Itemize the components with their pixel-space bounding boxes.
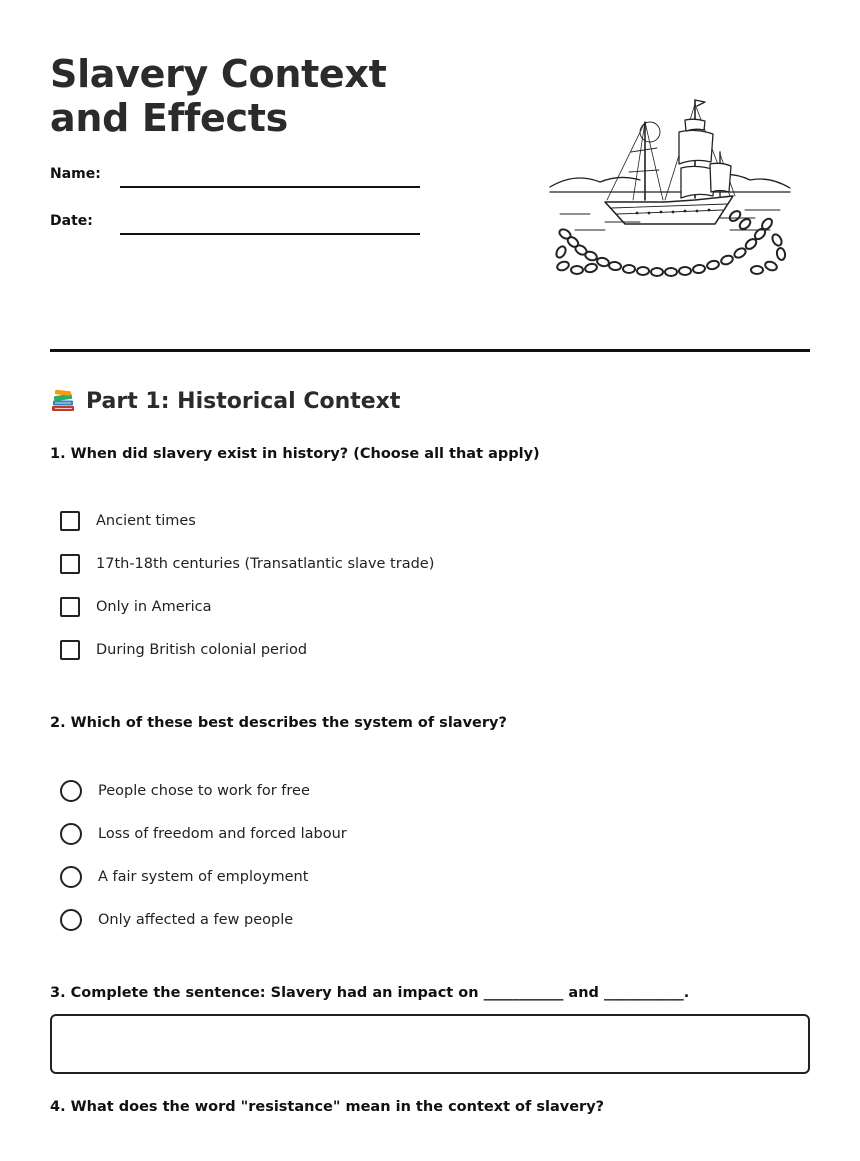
date-label: Date:: [50, 213, 93, 229]
radio-button[interactable]: [60, 909, 82, 931]
question-3: 3. Complete the sentence: Slavery had an impact on ___________ and ___________.: [50, 985, 690, 1001]
section-divider: [50, 349, 810, 352]
checkbox[interactable]: [60, 511, 80, 531]
q1-option-label: 17th-18th centuries (Transatlantic slave trade): [96, 556, 435, 572]
checkbox[interactable]: [60, 554, 80, 574]
q2-option-4[interactable]: [60, 909, 293, 931]
checkbox[interactable]: [60, 597, 80, 617]
page-title: Slavery Context and Effects: [50, 52, 387, 140]
q2-option-2[interactable]: [60, 823, 347, 845]
checkbox[interactable]: [60, 640, 80, 660]
q1-option-2[interactable]: [60, 554, 434, 574]
q1-option-1[interactable]: [60, 511, 196, 531]
q2-option-label: Loss of freedom and forced labour: [98, 826, 347, 842]
q1-option-label: Only in America: [96, 599, 212, 615]
q2-option-1[interactable]: [60, 780, 310, 802]
name-label: Name:: [50, 166, 101, 182]
name-field[interactable]: [120, 186, 420, 188]
radio-button[interactable]: [60, 780, 82, 802]
q2-option-label: Only affected a few people: [98, 912, 294, 928]
part1-heading-text: Part 1: Historical Context: [86, 388, 401, 414]
question-2: 2. Which of these best describes the system of slavery?: [50, 715, 507, 731]
question-4: 4. What does the word "resistance" mean in the context of slavery?: [50, 1099, 605, 1115]
q1-option-label: Ancient times: [96, 513, 196, 529]
q1-option-label: During British colonial period: [96, 642, 308, 658]
part1-heading: [50, 388, 400, 414]
q3-answer-box[interactable]: [50, 1014, 810, 1074]
radio-button[interactable]: [60, 823, 82, 845]
q2-option-label: People chose to work for free: [98, 783, 310, 799]
q1-option-4[interactable]: [60, 640, 307, 660]
books-icon: [50, 388, 76, 414]
slave-ship-with-chains-icon: [545, 92, 795, 287]
radio-button[interactable]: [60, 866, 82, 888]
q2-option-label: A fair system of employment: [98, 869, 309, 885]
q2-option-3[interactable]: [60, 866, 308, 888]
q1-option-3[interactable]: [60, 597, 211, 617]
date-field[interactable]: [120, 233, 420, 235]
question-1: 1. When did slavery exist in history? (Choose all that apply): [50, 446, 540, 462]
